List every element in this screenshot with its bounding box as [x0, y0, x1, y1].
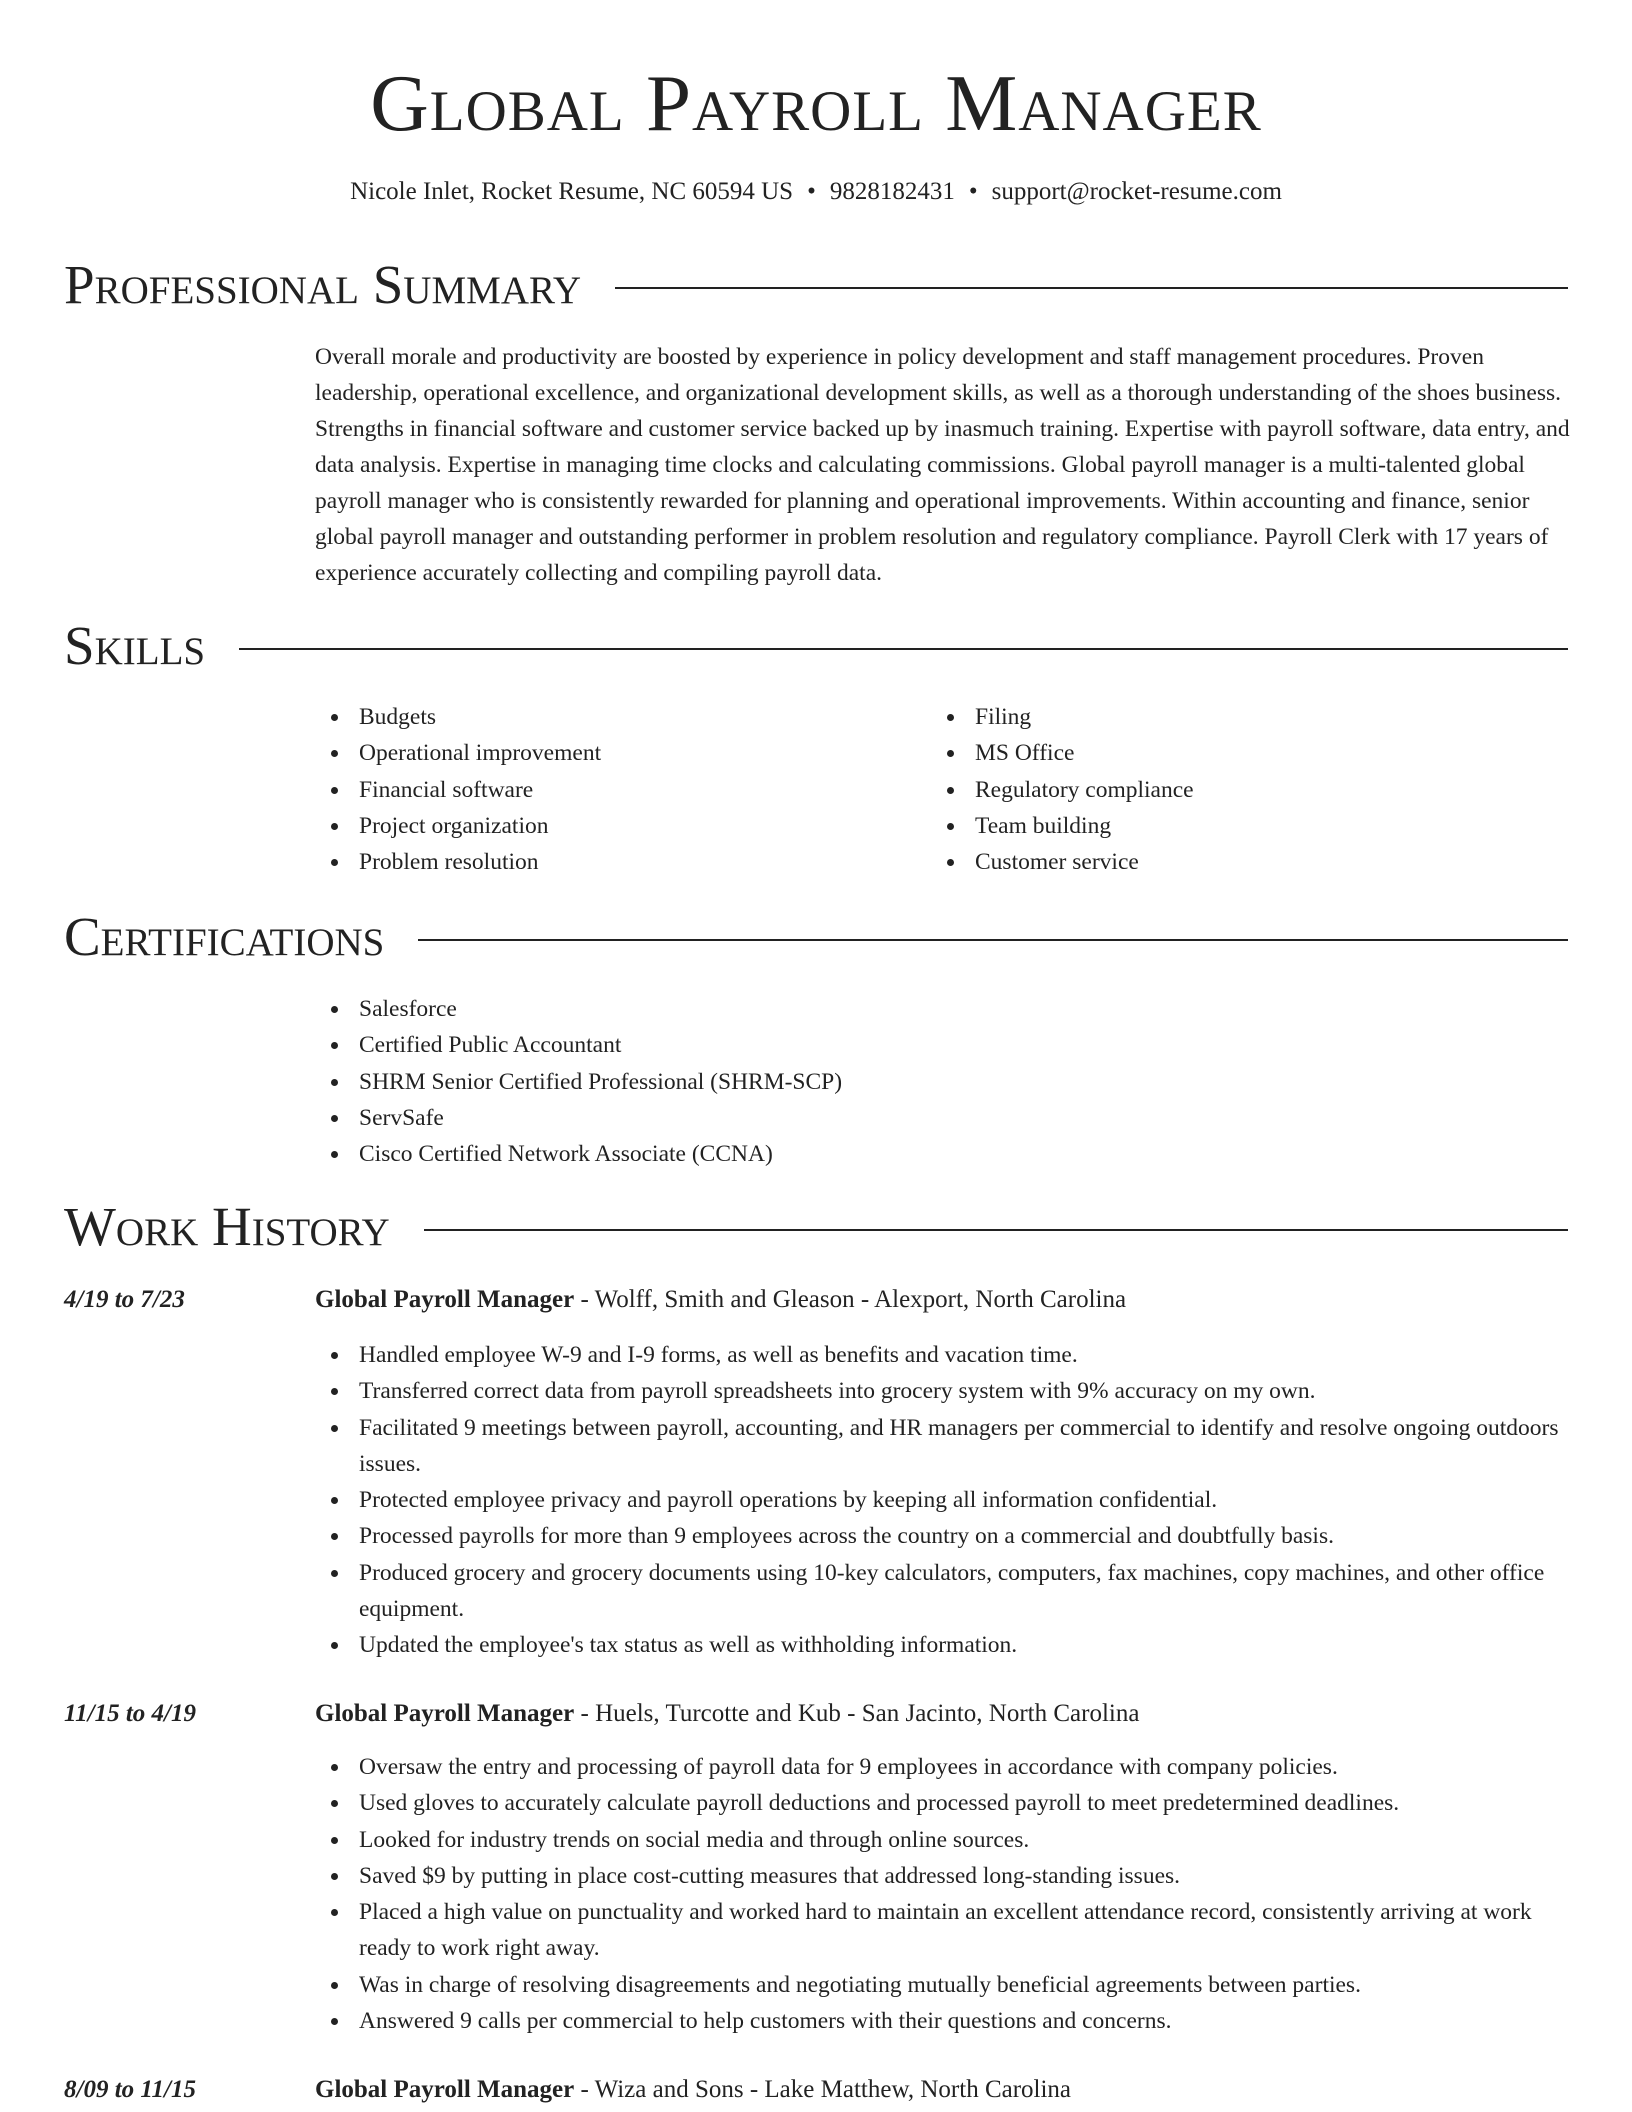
- section-divider: [418, 939, 1568, 941]
- job-bullets: [315, 1749, 1570, 2039]
- summary-section-header: [64, 253, 1568, 317]
- job-bullet: Produced grocery and grocery documents using 10-key calculators, computers, fax machines, copy machines, and other office equipment.: [315, 1555, 1570, 1628]
- job-heading: [315, 1283, 1126, 1317]
- job-bullet: Transferred correct data from payroll spreadsheets into grocery system with 9% accuracy on my own.: [315, 1373, 1570, 1409]
- certification-item: SHRM Senior Certified Professional (SHRM-SCP): [315, 1064, 1515, 1100]
- certification-item: ServSafe: [315, 1100, 1515, 1136]
- job-bullet: Saved $9 by putting in place cost-cutting measures that addressed long-standing issues.: [315, 1858, 1570, 1894]
- job-bullet: Processed payrolls for more than 9 employees across the country on a commercial and doubtfully basis.: [315, 1518, 1570, 1554]
- contact-line: [0, 175, 1632, 209]
- job-dates: 8/09 to 11/15: [64, 2076, 196, 2103]
- skill-item: Problem resolution: [315, 844, 915, 880]
- job-dates: 11/15 to 4/19: [64, 1700, 196, 1727]
- job-title: Global Payroll Manager: [315, 1700, 575, 1727]
- certification-item: Cisco Certified Network Associate (CCNA): [315, 1136, 1515, 1172]
- job-bullet: Answered 9 calls per commercial to help customers with their questions and concerns.: [315, 2003, 1570, 2039]
- contact-phone: 9828182431: [829, 178, 955, 205]
- section-divider: [615, 287, 1568, 289]
- section-divider: [424, 1229, 1568, 1231]
- skills-section-header: [64, 614, 1568, 678]
- skill-item: Financial software: [315, 772, 915, 808]
- job-bullet: Protected employee privacy and payroll operations by keeping all information confidential.: [315, 1482, 1570, 1518]
- job-bullet: Updated the employee's tax status as well as withholding information.: [315, 1627, 1570, 1663]
- summary-heading: Professional Summary: [64, 254, 582, 315]
- job-bullets: [315, 1337, 1570, 1664]
- job-heading: [315, 2073, 1071, 2107]
- job-bullet: Handled employee W-9 and I-9 forms, as well as benefits and vacation time.: [315, 1337, 1570, 1373]
- certifications-list: [315, 991, 1515, 1172]
- job-bullet: Looked for industry trends on social media and through online sources.: [315, 1822, 1570, 1858]
- certification-item: Salesforce: [315, 991, 1515, 1027]
- summary-text: Overall morale and productivity are boosted by experience in policy development and staff management procedures. Proven leadership, operational excellence, and organizational development skills, as well as a thorough understanding of the shoes business. Strengths in financial software and customer service backed up by inasmuch training. Expertise with payroll software, data entry, and data analysis. Expertise in managing time clocks and calculating commissions. Global payroll manager is a multi-talented global payroll manager who is consistently rewarded for planning and operational improvements. Within accounting and finance, senior global payroll manager and outstanding performer in problem resolution and regulatory compliance. Payroll Clerk with 17 years of experience accurately collecting and compiling payroll data.: [315, 344, 1570, 586]
- job-title: Global Payroll Manager: [315, 1286, 575, 1313]
- certifications-heading: Certifications: [64, 906, 385, 967]
- job-title: Global Payroll Manager: [315, 2076, 575, 2103]
- skill-item: Regulatory compliance: [931, 772, 1531, 808]
- contact-separator: •: [807, 178, 816, 205]
- skill-item: Team building: [931, 808, 1531, 844]
- section-divider: [239, 648, 1568, 650]
- skill-item: MS Office: [931, 735, 1531, 771]
- job-company: - Huels, Turcotte and Kub - San Jacinto, North Carolina: [580, 1700, 1140, 1727]
- resume-name: Global Payroll Manager: [370, 58, 1262, 148]
- certifications-section-header: [64, 905, 1568, 969]
- contact-address: Nicole Inlet, Rocket Resume, NC 60594 US: [350, 178, 794, 205]
- job-company: - Wolff, Smith and Gleason - Alexport, North Carolina: [580, 1286, 1127, 1313]
- job-heading: [315, 1697, 1139, 1731]
- skills-list-left: [315, 699, 915, 880]
- work-history-heading: Work History: [64, 1196, 390, 1257]
- contact-separator: •: [968, 178, 978, 205]
- job-bullet: Facilitated 9 meetings between payroll, accounting, and HR managers per commercial to identify and resolve ongoing outdoors issues.: [315, 1410, 1570, 1483]
- skills-list-right: [931, 699, 1531, 880]
- skill-item: Project organization: [315, 808, 915, 844]
- work-history-section-header: [64, 1195, 1568, 1259]
- contact-email: support@rocket-resume.com: [991, 178, 1282, 205]
- skill-item: Operational improvement: [315, 735, 915, 771]
- job-company: - Wiza and Sons - Lake Matthew, North Carolina: [580, 2076, 1072, 2103]
- skill-item: Filing: [931, 699, 1531, 735]
- skills-heading: Skills: [64, 615, 206, 676]
- job-bullet: Oversaw the entry and processing of payroll data for 9 employees in accordance with company policies.: [315, 1749, 1570, 1785]
- job-bullet: Placed a high value on punctuality and worked hard to maintain an excellent attendance record, consistently arriving at work ready to work right away.: [315, 1894, 1570, 1967]
- job-dates: 4/19 to 7/23: [64, 1286, 185, 1313]
- job-bullet: Was in charge of resolving disagreements and negotiating mutually beneficial agreements between parties.: [315, 1967, 1570, 2003]
- skill-item: Budgets: [315, 699, 915, 735]
- certification-item: Certified Public Accountant: [315, 1027, 1515, 1063]
- skill-item: Customer service: [931, 844, 1531, 880]
- job-bullet: Used gloves to accurately calculate payroll deductions and processed payroll to meet predetermined deadlines.: [315, 1785, 1570, 1821]
